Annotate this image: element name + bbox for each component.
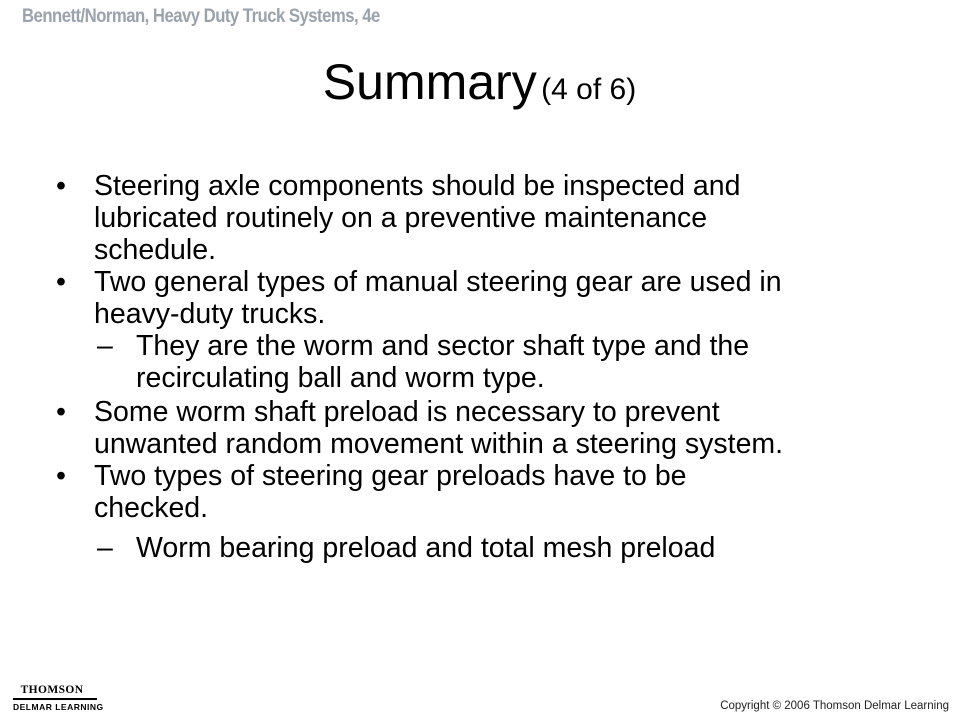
sub-bullet-line: Worm bearing preload and total mesh preload xyxy=(136,532,716,564)
bullet-list xyxy=(0,170,959,566)
bullet-item xyxy=(0,460,959,524)
bullet-item xyxy=(0,396,959,460)
logo-divider xyxy=(13,698,97,700)
dash-marker: – xyxy=(97,532,113,564)
bullet-line: Some worm shaft preload is necessary to prevent xyxy=(94,396,720,428)
bullet-item xyxy=(0,170,959,266)
publisher-logo xyxy=(13,684,103,712)
title-main: Summary xyxy=(322,54,537,110)
bullet-line: unwanted random movement within a steering system. xyxy=(94,428,784,460)
bullet-line: Two general types of manual steering gear are used in xyxy=(94,266,782,298)
bullet-marker: • xyxy=(56,460,66,492)
bullet-marker: • xyxy=(56,266,66,298)
book-title: Bennett/Norman, Heavy Duty Truck Systems, 4e xyxy=(22,6,380,27)
sub-bullet-line: recirculating ball and worm type. xyxy=(136,362,545,394)
logo-delmar: DELMAR LEARNING xyxy=(13,702,104,712)
bullet-line: checked. xyxy=(94,492,209,524)
sub-bullet-item xyxy=(0,532,959,564)
bullet-line: lubricated routinely on a preventive maintenance xyxy=(94,202,708,234)
bullet-item xyxy=(0,266,959,330)
slide-title xyxy=(0,52,959,120)
title-sub: (4 of 6) xyxy=(541,73,637,106)
bullet-line: schedule. xyxy=(94,234,217,266)
bullet-line: heavy-duty trucks. xyxy=(94,298,326,330)
bullet-line: Steering axle components should be inspected and xyxy=(94,170,741,202)
copyright-notice: Copyright © 2006 Thomson Delmar Learning xyxy=(720,700,949,712)
sub-bullet-line: They are the worm and sector shaft type and the xyxy=(136,330,750,362)
dash-marker: – xyxy=(97,330,113,362)
logo-thomson: THOMSON xyxy=(20,684,84,696)
bullet-marker: • xyxy=(56,396,66,428)
bullet-line: Two types of steering gear preloads have to be xyxy=(94,460,687,492)
bullet-marker: • xyxy=(56,170,66,202)
sub-bullet-item xyxy=(0,330,959,394)
